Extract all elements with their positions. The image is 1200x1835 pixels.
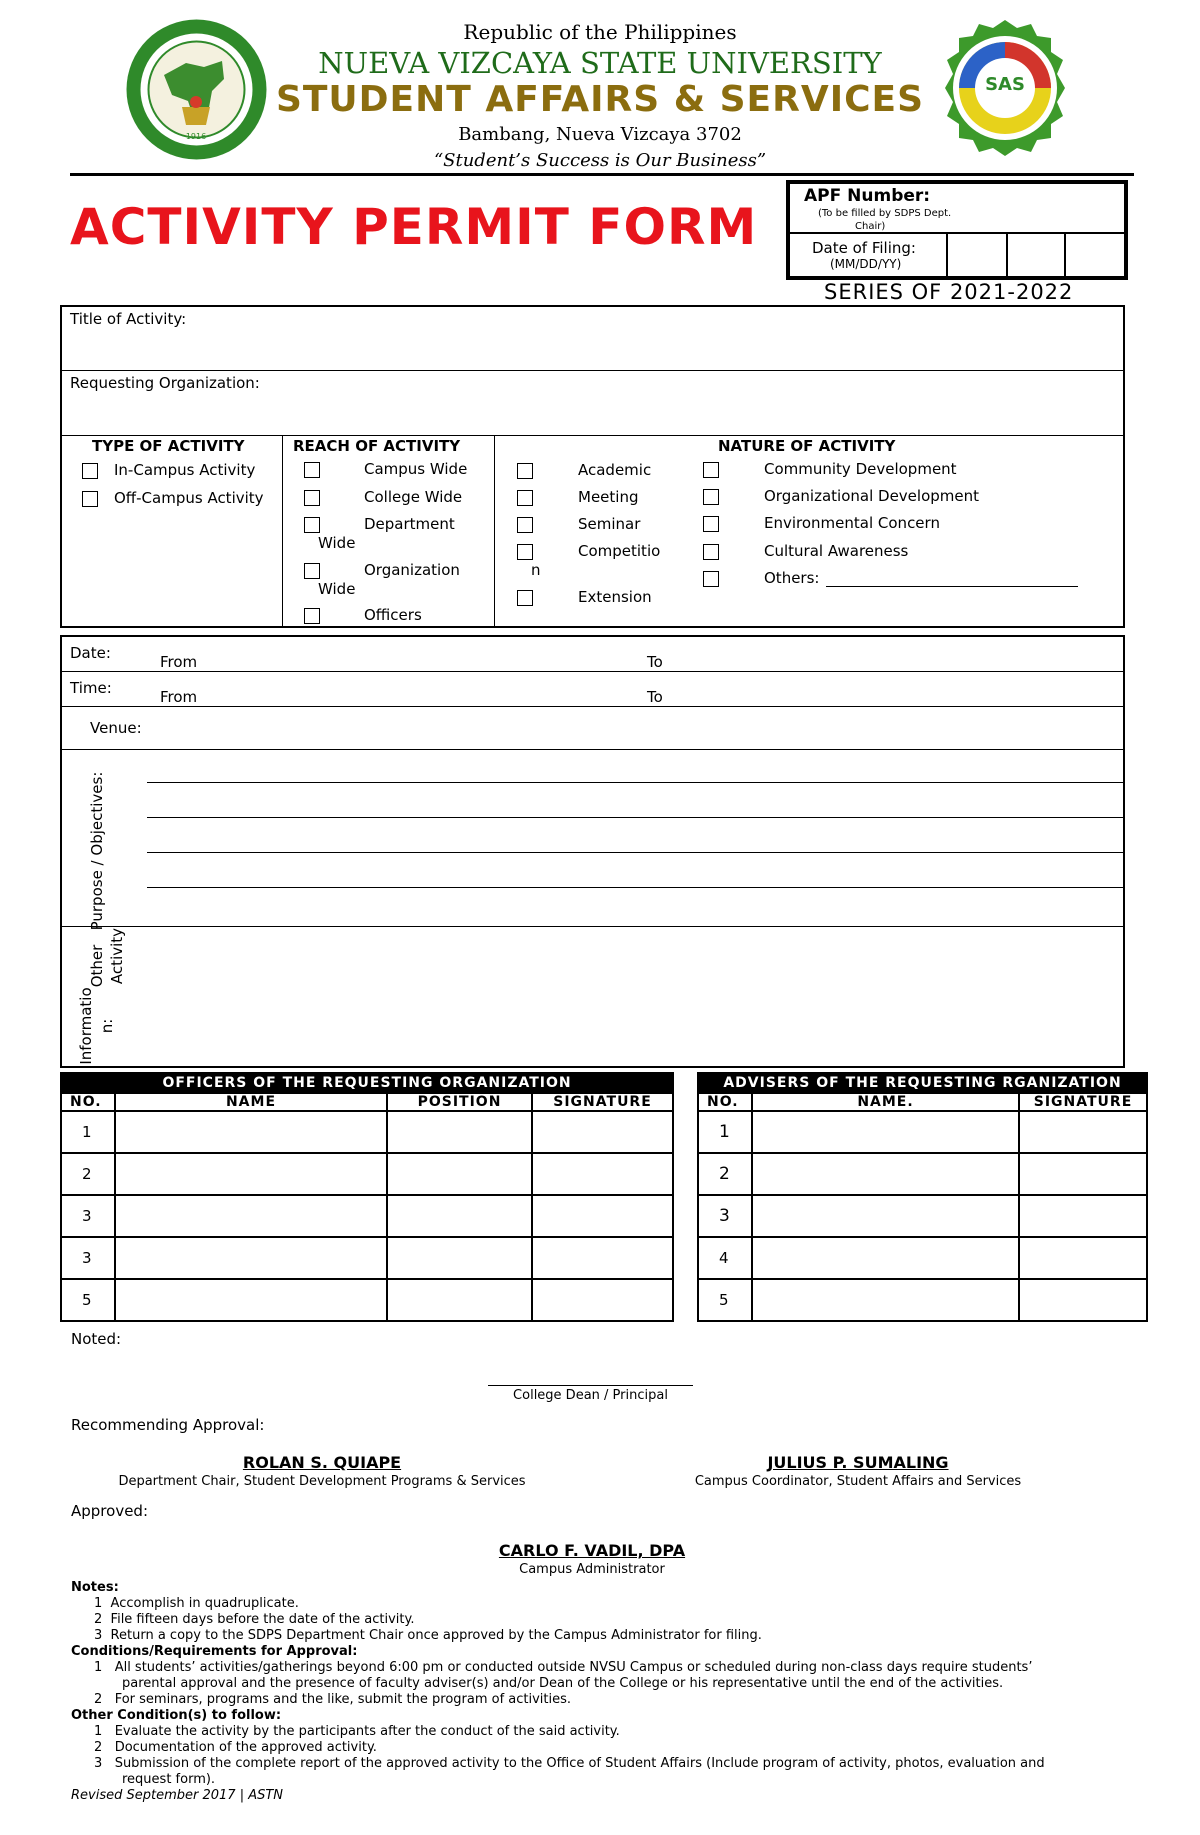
officer-name-cell[interactable] [115,1153,387,1195]
officer-position-cell[interactable] [387,1153,532,1195]
condition-number: 1 [94,1660,103,1675]
purpose-label: Purpose / Objectives: [88,771,106,931]
table-row [61,1111,673,1153]
competition-label-wrap: n [531,561,541,579]
other-info-label-4: n: [98,1018,116,1034]
purpose-line-2[interactable] [147,817,1123,818]
republic-line: Republic of the Philippines [463,20,737,44]
extension-checkbox[interactable] [517,590,533,606]
note-text: File fifteen days before the date of the activity. [110,1612,415,1627]
note-number: 2 [94,1612,103,1627]
date-to-label: To [647,653,663,671]
environmental-label: Environmental Concern [764,514,940,532]
header-rule [70,173,1134,176]
advisers-col-name: NAME. [752,1093,1019,1111]
organizational-dev-checkbox[interactable] [703,489,719,505]
environmental-checkbox[interactable] [703,516,719,532]
type-of-activity-heading: TYPE OF ACTIVITY [92,437,245,455]
title-of-activity-label: Title of Activity: [70,310,187,328]
adviser-name-cell[interactable] [752,1237,1019,1279]
date-label: Date: [70,644,111,662]
condition-text: All students’ activities/gatherings beyond 6:00 pm or conducted outside NVSU Campus or scheduled during non-class days require students’ [114,1660,1033,1675]
schedule-divider-2 [62,706,1123,707]
officer-position-cell[interactable] [387,1237,532,1279]
dean-caption: College Dean / Principal [513,1388,668,1403]
purpose-line-1[interactable] [147,782,1123,783]
others-input-line[interactable] [826,586,1078,587]
adviser-signature-cell[interactable] [1019,1237,1147,1279]
apf-number-box[interactable] [786,180,1128,280]
other-text-cont: request form). [122,1772,216,1787]
advisers-table-title: ADVISERS OF THE REQUESTING RGANIZATION [698,1073,1147,1093]
adviser-no-2: 2 [698,1153,752,1195]
cultural-label: Cultural Awareness [764,542,909,560]
other-info-label-1: Other [88,944,106,988]
officer-no-1: 1 [61,1111,115,1153]
nature-of-activity-heading: NATURE OF ACTIVITY [718,437,896,455]
divider-2 [62,435,1123,436]
in-campus-label: In-Campus Activity [114,461,256,479]
others-label: Others: [764,569,820,587]
noted-label: Noted: [71,1330,122,1348]
officer-signature-cell[interactable] [532,1237,673,1279]
apf-col-1 [946,232,948,276]
time-to-label: To [647,688,663,706]
officer-signature-cell[interactable] [532,1279,673,1321]
address-line: Bambang, Nueva Vizcaya 3702 [458,124,742,145]
notes-heading: Notes: [71,1580,119,1595]
rec2-title: Campus Coordinator, Student Affairs and Services [694,1474,1022,1489]
condition-item [71,1660,1045,1676]
approved-label: Approved: [71,1502,148,1520]
seminar-label: Seminar [578,515,641,533]
revised-footer: Revised September 2017 | ASTN [71,1788,284,1803]
off-campus-label: Off-Campus Activity [114,489,264,507]
adviser-name-cell[interactable] [752,1195,1019,1237]
note-item [71,1628,1045,1644]
college-wide-label: College Wide [364,488,463,506]
col-divider-1 [282,435,283,626]
competition-checkbox[interactable] [517,544,533,560]
officers-table [60,1072,674,1322]
officer-name-cell[interactable] [115,1279,387,1321]
officer-no-4: 3 [61,1237,115,1279]
schedule-divider-1 [62,671,1123,672]
form-title: ACTIVITY PERMIT FORM [70,198,758,256]
purpose-line-4[interactable] [147,887,1123,888]
officer-name-cell[interactable] [115,1111,387,1153]
purpose-line-3[interactable] [147,852,1123,853]
time-label: Time: [70,679,112,697]
activity-info-box [60,305,1125,628]
condition-text-cont: parental approval and the presence of faculty adviser(s) and/or Dean of the College or his representative until the end of the activities. [122,1676,1004,1691]
schedule-divider-4 [62,926,1123,927]
rec2-name: JULIUS P. SUMALING [767,1453,949,1472]
meeting-checkbox[interactable] [517,490,533,506]
meeting-label: Meeting [578,488,639,506]
other-info-label-2: Activity [108,927,126,985]
officer-position-cell[interactable] [387,1195,532,1237]
note-item [71,1612,1045,1628]
note-number: 3 [94,1628,103,1643]
other-number: 2 [94,1740,103,1755]
department-wide-checkbox[interactable] [304,517,320,533]
adviser-no-3: 3 [698,1195,752,1237]
campus-wide-checkbox[interactable] [304,462,320,478]
extension-label: Extension [578,588,652,606]
department-wide-label: Wide [318,534,356,552]
cultural-checkbox[interactable] [703,544,719,560]
seminar-checkbox[interactable] [517,517,533,533]
table-row [698,1153,1147,1195]
officer-signature-cell[interactable] [532,1111,673,1153]
officers-col-no: NO. [61,1093,115,1111]
officer-name-cell[interactable] [115,1195,387,1237]
note-text: Return a copy to the SDPS Department Chair once approved by the Campus Administrator for filing. [110,1628,762,1643]
officer-position-cell[interactable] [387,1111,532,1153]
office-name: STUDENT AFFAIRS & SERVICES [275,79,925,120]
reach-of-activity-heading: REACH OF ACTIVITY [293,437,461,455]
table-row [698,1111,1147,1153]
other-conditions-heading: Other Condition(s) to follow: [71,1708,282,1723]
off-campus-checkbox[interactable] [82,491,98,507]
officer-position-cell[interactable] [387,1279,532,1321]
note-item [71,1596,1045,1612]
university-name: NUEVA VIZCAYA STATE UNIVERSITY [318,46,882,80]
rec1-title: Department Chair, Student Development Programs & Services [118,1474,526,1489]
requesting-org-label: Requesting Organization: [70,374,260,392]
other-condition-item [71,1740,1045,1756]
schedule-divider-3 [62,749,1123,750]
condition-text: For seminars, programs and the like, submit the program of activities. [114,1692,572,1707]
organization-label: Organization [364,561,460,579]
other-text: Evaluate the activity by the participants after the conduct of the said activity. [114,1724,620,1739]
conditions-heading: Conditions/Requirements for Approval: [71,1644,358,1659]
approver-title: Campus Administrator [519,1562,665,1577]
community-dev-checkbox[interactable] [703,462,719,478]
venue-label: Venue: [90,719,142,737]
officer-signature-cell[interactable] [532,1153,673,1195]
other-info-label-3: Informatio [77,987,95,1065]
apf-note-1: (To be filled by SDPS Dept. [818,208,952,219]
college-wide-checkbox[interactable] [304,490,320,506]
adviser-name-cell[interactable] [752,1111,1019,1153]
motto-line: “Student’s Success is Our Business” [433,150,767,171]
officers-col-position: POSITION [387,1093,532,1111]
table-row [61,1237,673,1279]
recommending-label: Recommending Approval: [71,1416,265,1434]
date-format-label: (MM/DD/YY) [830,257,902,271]
schedule-box [60,635,1125,1068]
adviser-no-1: 1 [698,1111,752,1153]
time-from-label: From [160,688,198,706]
adviser-signature-cell[interactable] [1019,1111,1147,1153]
officer-name-cell[interactable] [115,1237,387,1279]
other-condition-item [71,1724,1045,1740]
others-checkbox[interactable] [703,571,719,587]
officers-col-name: NAME [115,1093,387,1111]
officer-no-5: 5 [61,1279,115,1321]
officer-no-2: 2 [61,1153,115,1195]
col-divider-2 [494,435,495,626]
academic-label: Academic [578,461,652,479]
organization-wide-checkbox[interactable] [304,563,320,579]
table-row [698,1195,1147,1237]
svg-text:SAS: SAS [985,74,1025,95]
advisers-col-no: NO. [698,1093,752,1111]
officer-no-3: 3 [61,1195,115,1237]
advisers-table [697,1072,1148,1322]
table-row [61,1195,673,1237]
condition-item [71,1692,1045,1708]
campus-wide-label: Campus Wide [364,460,468,478]
adviser-signature-cell[interactable] [1019,1153,1147,1195]
in-campus-checkbox[interactable] [82,463,98,479]
organization-wide-label: Wide [318,580,356,598]
other-condition-item [71,1756,1045,1772]
notes-section [71,1580,1045,1804]
series-label: SERIES OF 2021-2022 [824,280,1074,304]
table-row [698,1279,1147,1321]
apf-note-2: Chair) [855,221,886,232]
note-number: 1 [94,1596,103,1611]
table-row [61,1279,673,1321]
apf-col-2 [1006,232,1008,276]
adviser-signature-cell[interactable] [1019,1195,1147,1237]
date-of-filing-label: Date of Filing: [812,239,916,257]
officers-col-signature: SIGNATURE [532,1093,673,1111]
department-label: Department [364,515,455,533]
apf-divider [790,232,1124,234]
advisers-col-signature: SIGNATURE [1019,1093,1147,1111]
apf-number-label: APF Number: [804,186,931,206]
adviser-name-cell[interactable] [752,1153,1019,1195]
svg-text:1916: 1916 [185,132,207,141]
adviser-signature-cell[interactable] [1019,1279,1147,1321]
apf-col-3 [1064,232,1066,276]
adviser-no-4: 4 [698,1237,752,1279]
officers-checkbox[interactable] [304,608,320,624]
officer-signature-cell[interactable] [532,1195,673,1237]
other-number: 3 [94,1756,103,1771]
adviser-name-cell[interactable] [752,1279,1019,1321]
table-row [61,1153,673,1195]
competition-label: Competitio [578,542,661,560]
officers-label: Officers [364,606,422,624]
dean-signature-line[interactable] [488,1385,693,1386]
condition-number: 2 [94,1692,103,1707]
other-text: Documentation of the approved activity. [114,1740,377,1755]
note-text: Accomplish in quadruplicate. [110,1596,299,1611]
organizational-dev-label: Organizational Development [764,487,980,505]
divider-1 [62,370,1123,371]
approver-name: CARLO F. VADIL, DPA [498,1541,686,1560]
community-dev-label: Community Development [764,460,957,478]
academic-checkbox[interactable] [517,463,533,479]
date-from-label: From [160,653,198,671]
table-row [698,1237,1147,1279]
officers-table-title: OFFICERS OF THE REQUESTING ORGANIZATION [61,1073,673,1093]
other-number: 1 [94,1724,103,1739]
other-text: Submission of the complete report of the approved activity to the Office of Student Affairs (Include program of activity, photos, evaluation and [114,1756,1045,1771]
rec1-name: ROLAN S. QUIAPE [242,1453,402,1472]
adviser-no-5: 5 [698,1279,752,1321]
